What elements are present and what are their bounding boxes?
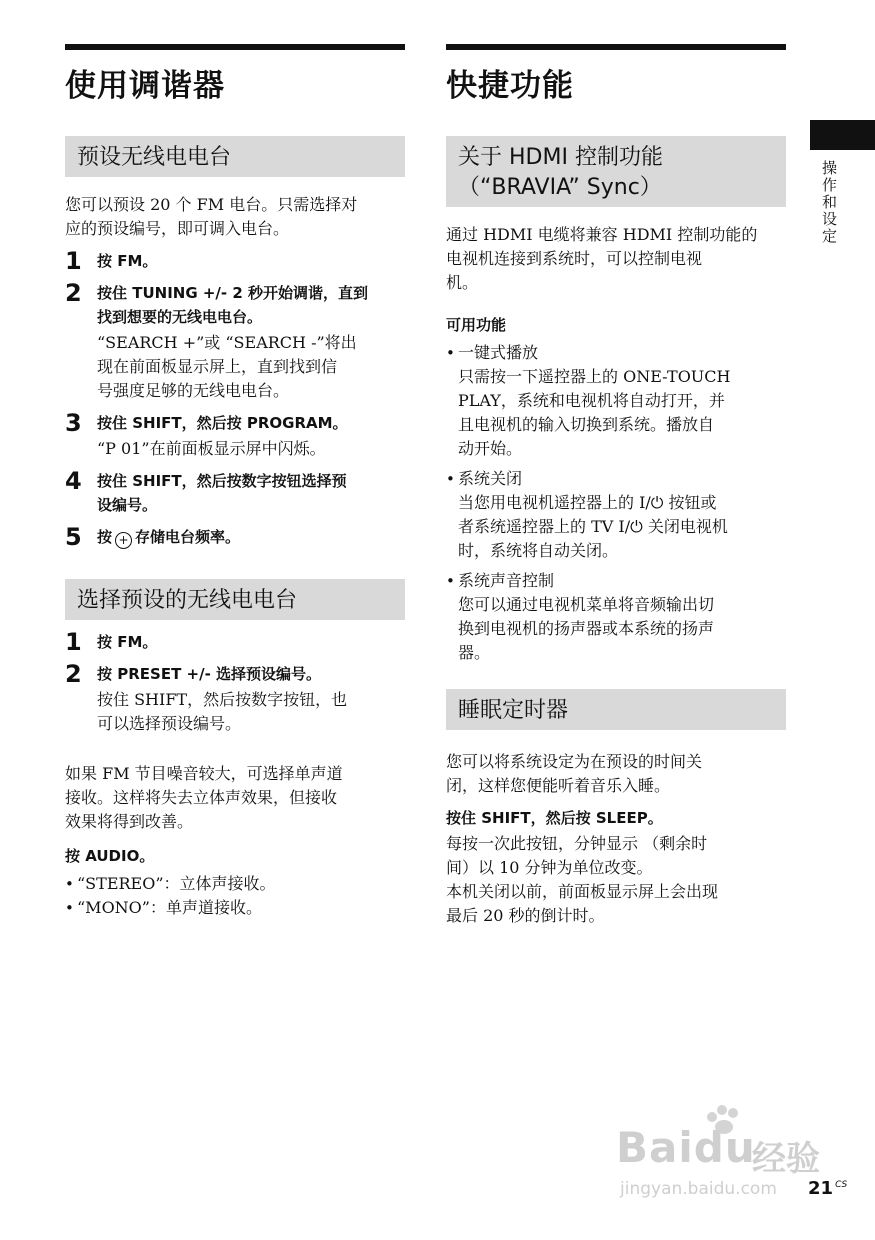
section-heading-hdmi: 关于 HDMI 控制功能 （“BRAVIA” Sync） [446, 136, 786, 207]
feature-title: 一键式播放 [458, 343, 539, 362]
feature-desc: 您可以通过电视机菜单将音频输出切 换到电视机的扬声器或本系统的扬声 器。 [458, 595, 715, 662]
step-number: 2 [65, 279, 82, 307]
sleep-intro: 您可以将系统设定为在预设的时间关 闭，这样您便能听着音乐入睡。 [446, 752, 703, 795]
bullet-icon: • [65, 875, 74, 893]
features-list [446, 341, 786, 665]
preset-intro: 您可以预设 20 个 FM 电台。只需选择对 应的预设编号，即可调入电台。 [65, 195, 358, 238]
hdmi-intro: 通过 HDMI 电缆将兼容 HDMI 控制功能的 电视机连接到系统时，可以控制电视 机。 [446, 225, 758, 292]
step-item [65, 630, 405, 654]
list-item [446, 569, 786, 665]
watermark-brand: Baidu [616, 1123, 756, 1172]
bullet-icon: • [65, 899, 74, 917]
feature-desc: 当您用电视机遥控器上的 I/⏻ 按钮或 者系统遥控器上的 TV I/⏻ 关闭电视机 时，系统将自动关闭。 [458, 493, 728, 560]
section-heading-preset: 预设无线电电台 [65, 136, 405, 177]
step-item [65, 662, 405, 736]
top-rule [65, 44, 405, 50]
step-number: 3 [65, 409, 82, 437]
features-label: 可用功能 [446, 316, 507, 334]
page-suffix: CS [835, 1180, 848, 1190]
sleep-notes: 每按一次此按钮，分钟显示 （剩余时 间）以 10 分钟为单位改变。 本机关闭以前，前面板显示屏上会出现 最后 20 秒的倒计时。 [446, 834, 719, 925]
step-item [65, 249, 405, 273]
step-instruction: 按住 SHIFT，然后按 PROGRAM。 [97, 414, 348, 432]
step-number: 1 [65, 247, 82, 275]
step-instruction: 按 FM。 [97, 633, 158, 651]
preset-steps [65, 249, 405, 549]
feature-title: 系统关闭 [458, 469, 523, 488]
chapter-title: 快捷功能 [446, 68, 574, 104]
bullet-icon: • [446, 344, 455, 362]
list-item: • “STEREO”：立体声接收。 [65, 872, 405, 896]
section-heading-sleep: 睡眠定时器 [446, 689, 786, 730]
step-item [65, 469, 405, 517]
top-rule [446, 44, 786, 50]
step-number: 4 [65, 467, 82, 495]
chapter-title: 使用调谐器 [65, 68, 225, 104]
step-instruction: 按 PRESET +/- 选择预设编号。 [97, 665, 322, 683]
step-number: 2 [65, 660, 82, 688]
step-note: “P 01”在前面板显示屏中闪烁。 [97, 439, 326, 458]
feature-desc: 只需按一下遥控器上的 ONE-TOUCH PLAY，系统和电视机将自动打开，并 且电视机的输入切换到系统。播放自 动开始。 [458, 367, 731, 458]
feature-title: 系统声音控制 [458, 571, 555, 590]
step-note: 按住 SHIFT，然后按数字按钮，也 可以选择预设编号。 [97, 690, 348, 733]
right-column [446, 44, 786, 928]
bullet-icon: • [446, 470, 455, 488]
side-tab-marker [810, 120, 875, 150]
step-instruction: 按住 SHIFT，然后按数字按钮选择预 设编号。 [97, 472, 347, 514]
list-item: • “MONO”：单声道接收。 [65, 896, 405, 920]
side-tab-label: 操作和设定 [820, 160, 838, 245]
step-instruction: 按 FM。 [97, 252, 158, 270]
step-item [65, 411, 405, 461]
step-item [65, 525, 405, 549]
list-item [446, 467, 786, 563]
baidu-watermark [616, 1105, 826, 1205]
step-instruction: 按住 TUNING +/- 2 秒开始调谐，直到 找到想要的无线电电台。 [97, 284, 369, 326]
watermark-url: jingyan.baidu.com [620, 1179, 777, 1199]
step-instruction: 按 + 存储电台频率。 [97, 528, 241, 547]
watermark-cn: 经验 [752, 1139, 820, 1179]
page-number: 21 $^{CS}$ [808, 1178, 848, 1199]
step-item [65, 281, 405, 403]
step-number: 5 [65, 523, 82, 551]
step-number: 1 [65, 628, 82, 656]
fm-note: 如果 FM 节目噪音较大，可选择单声道 接收。这样将失去立体声效果，但接收 效果将得到改善。 [65, 764, 343, 831]
select-steps [65, 630, 405, 736]
list-item [446, 341, 786, 461]
audio-instruction: 按 AUDIO。 [65, 847, 155, 865]
section-heading-select: 选择预设的无线电电台 [65, 579, 405, 620]
bullet-icon: • [446, 572, 455, 590]
left-column [65, 44, 405, 920]
sleep-instruction: 按住 SHIFT，然后按 SLEEP。 [446, 809, 663, 827]
step-note: “SEARCH +”或 “SEARCH -”将出 现在前面板显示屏上，直到找到信 号强度足够的无线电电台。 [97, 333, 357, 400]
audio-options [65, 872, 405, 920]
circle-plus-icon: + [115, 532, 132, 549]
